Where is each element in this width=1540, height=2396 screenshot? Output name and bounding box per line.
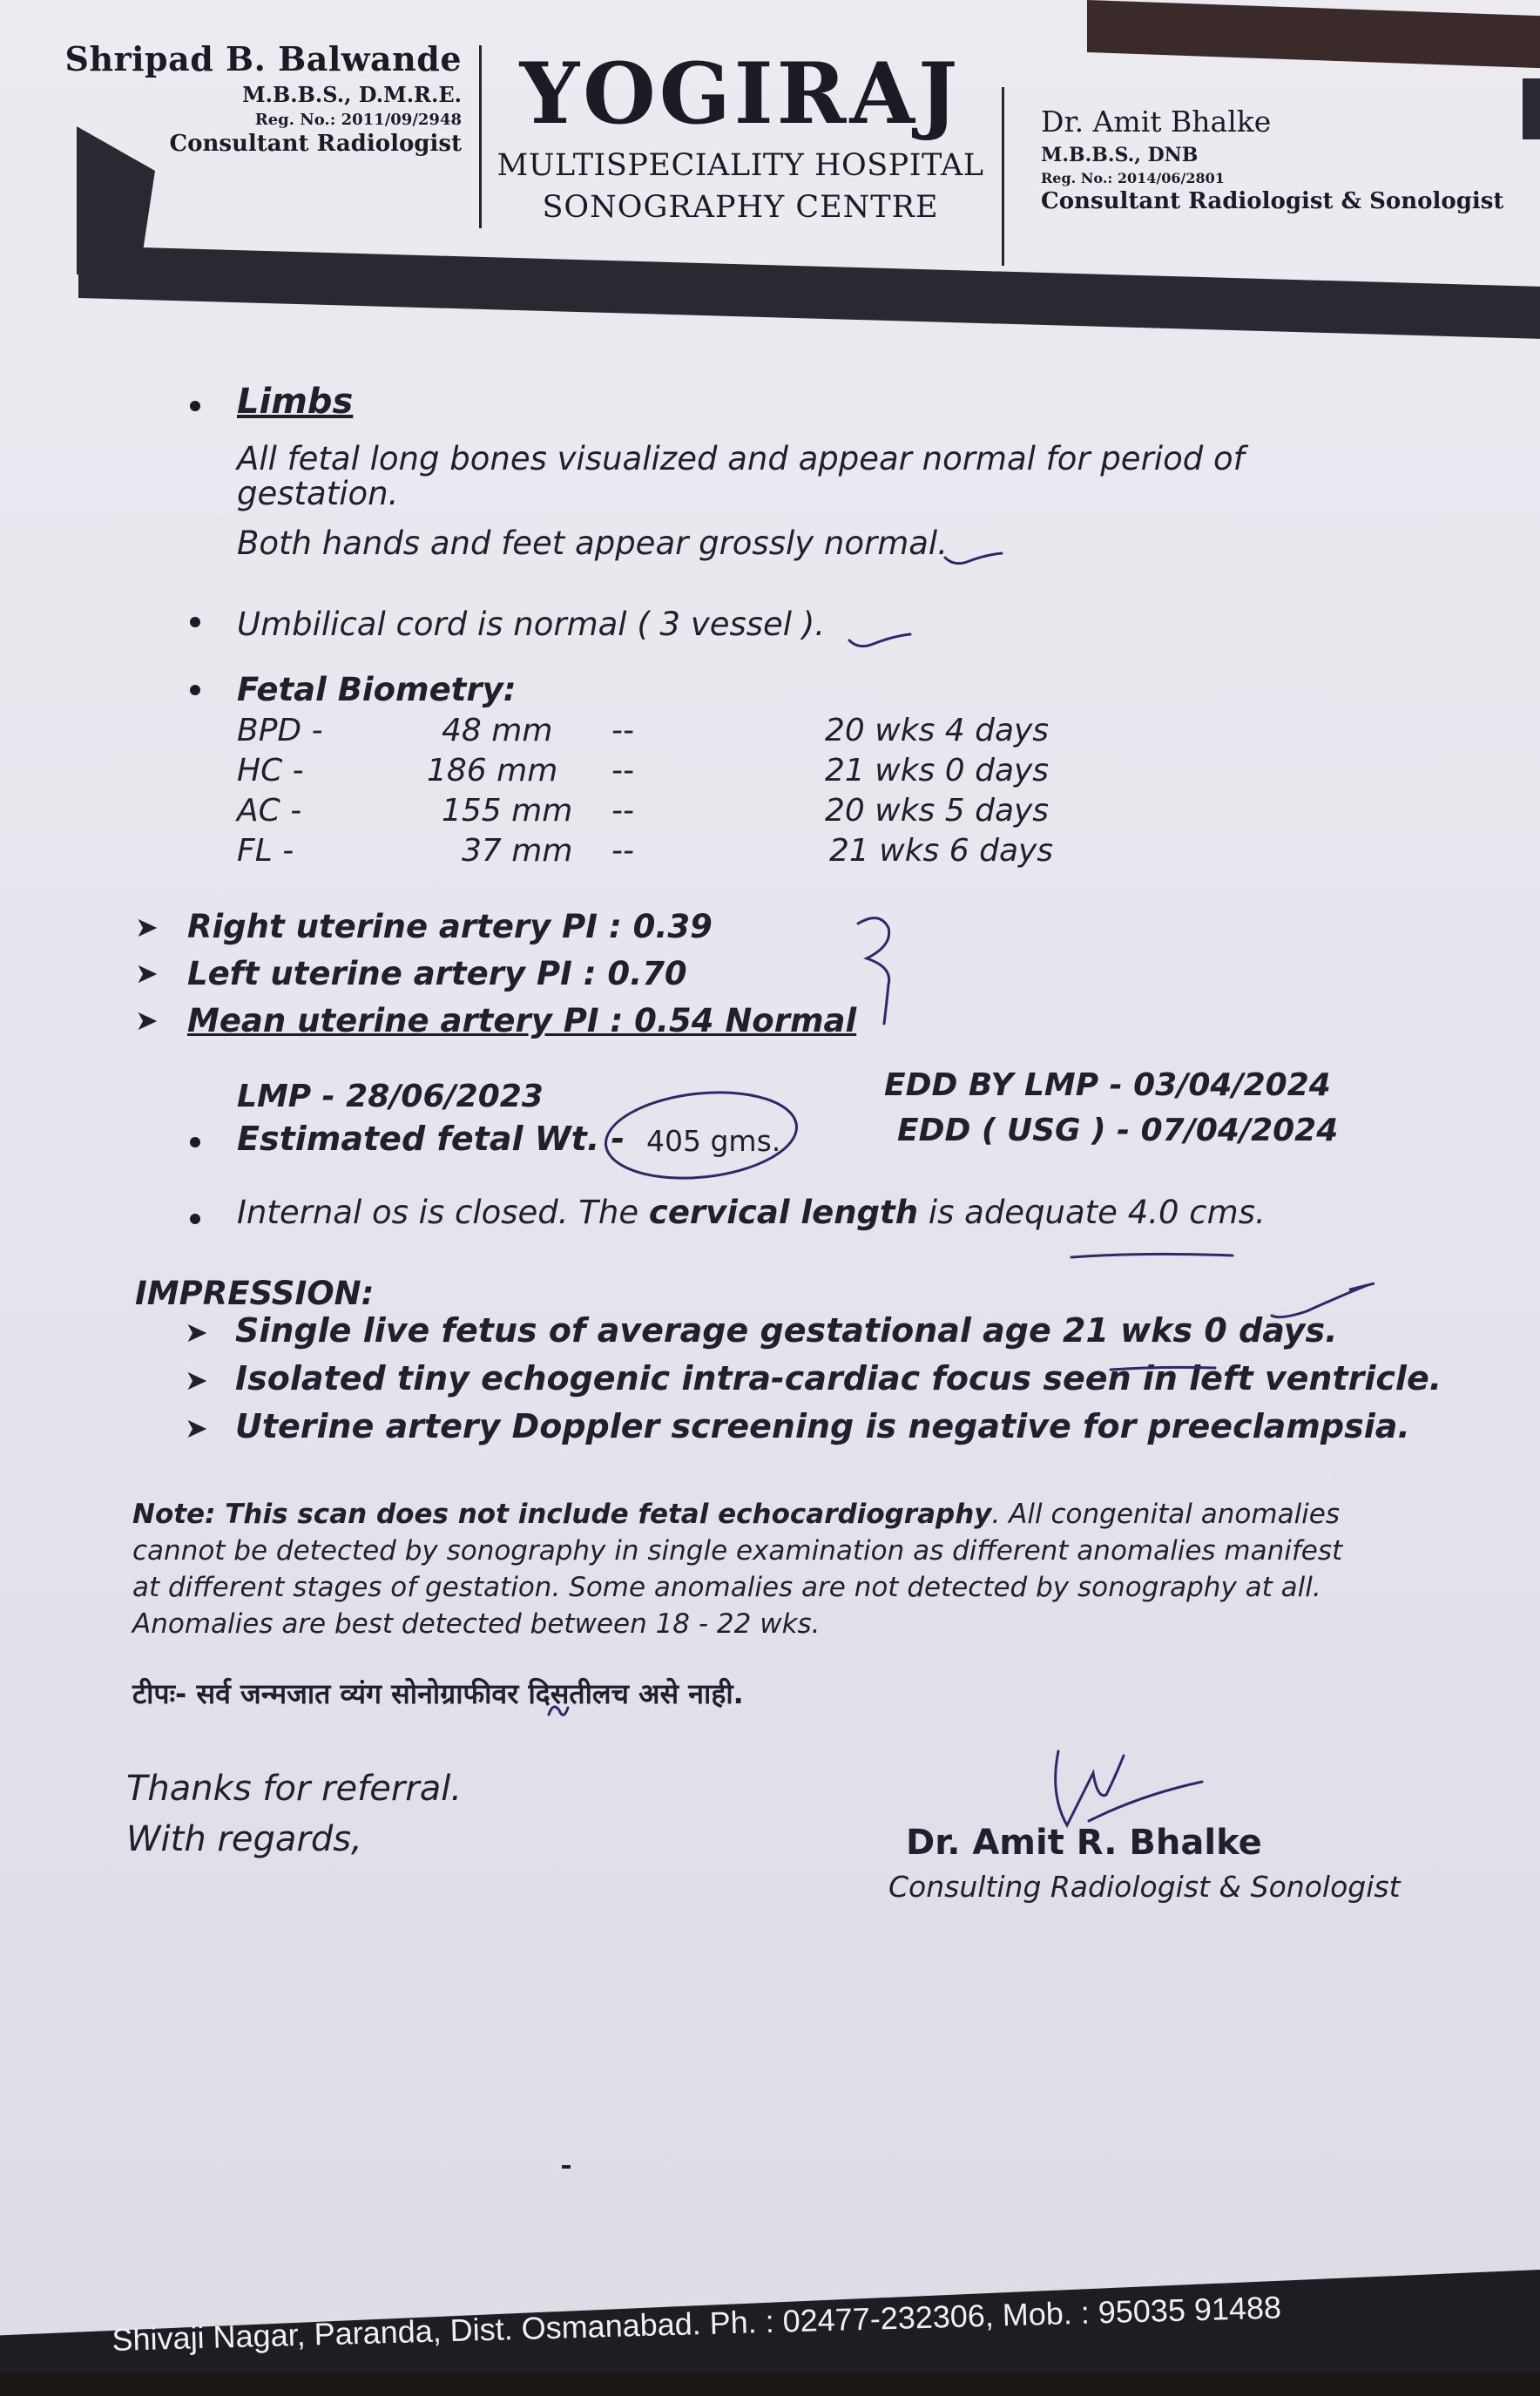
edd-usg: EDD ( USG ) - 07/04/2024 <box>897 1113 1339 1148</box>
efw-value: 405 gms. <box>646 1124 781 1158</box>
limbs-line: All fetal long bones visualized and appear normal for period of <box>237 440 1245 477</box>
marathi-note: टीपः- सर्व जन्मजात व्यंग सोनोग्राफीवर दिसतीलच असे नाही. <box>132 1677 744 1710</box>
bullet <box>190 685 200 695</box>
note-line: Anomalies are best detected between 18 - 22 wks. <box>132 1608 821 1640</box>
biometry-age: 21 wks 0 days <box>825 753 1050 789</box>
biometry-age: 20 wks 5 days <box>825 793 1050 829</box>
footer-address: Shivaji Nagar, Paranda, Dist. Osmanabad. Ph. : 02477-232306, Mob. : 95035 91488 <box>111 2289 1282 2358</box>
bullet <box>190 1137 200 1147</box>
note-rest: . All congenital anomalies <box>991 1499 1341 1530</box>
left-doctor-reg: Reg. No.: 2011/09/2948 <box>254 111 462 129</box>
biometry-sep: -- <box>611 833 634 869</box>
lmp-date: LMP - 28/06/2023 <box>237 1079 544 1114</box>
tick-mark <box>849 634 910 646</box>
tick-mark <box>945 553 1002 564</box>
limbs-line: gestation. <box>237 475 399 512</box>
right-doctor-qualification: M.B.B.S., DNB <box>1041 144 1199 166</box>
arrow-icon: ➤ <box>185 1364 208 1397</box>
biometry-title: Fetal Biometry: <box>237 671 517 708</box>
biometry-label: AC - <box>237 793 302 829</box>
efw-label: Estimated fetal Wt. - <box>237 1120 625 1158</box>
biometry-sep: -- <box>611 713 634 748</box>
signature-mark <box>1056 1751 1202 1825</box>
closing-line: With regards, <box>126 1819 362 1859</box>
right-doctor-name: Dr. Amit Bhalke <box>1041 105 1272 139</box>
biometry-age: 20 wks 4 days <box>825 713 1050 748</box>
biometry-value: 155 mm <box>442 793 573 829</box>
left-doctor-block <box>52 39 462 157</box>
impression-title: IMPRESSION: <box>135 1275 375 1312</box>
biometry-age: 21 wks 6 days <box>829 833 1054 869</box>
bullet <box>190 617 200 627</box>
right-doctor-reg: Reg. No.: 2014/06/2801 <box>1041 170 1225 186</box>
left-doctor-name: Shripad B. Balwande <box>64 39 462 78</box>
closing-line: Thanks for referral. <box>126 1769 463 1809</box>
ink-dot <box>562 2165 571 2169</box>
impression-item: Single live fetus of average gestational age 21 wks 0 days. <box>235 1311 1338 1350</box>
divider-line <box>1002 87 1004 266</box>
biometry-label: BPD - <box>237 713 323 748</box>
biometry-value: 37 mm <box>462 833 573 869</box>
note-bold: Note: This scan does not include fetal echocardiography <box>132 1499 992 1530</box>
impression-item: Uterine artery Doppler screening is negative for preeclampsia. <box>235 1407 1410 1445</box>
biometry-label: FL - <box>237 833 294 869</box>
umbilical-text: Umbilical cord is normal ( 3 vessel ). <box>237 606 826 643</box>
arrow-icon: ➤ <box>135 957 159 990</box>
cervix-bold: cervical length <box>648 1194 919 1231</box>
background-edge <box>0 2373 1540 2396</box>
letterhead <box>0 0 1540 331</box>
divider-line <box>479 45 482 228</box>
left-doctor-role: Consultant Radiologist <box>169 131 462 157</box>
left-doctor-qualification: M.B.B.S., D.M.R.E. <box>242 82 462 107</box>
arrow-icon: ➤ <box>185 1411 208 1445</box>
right-doctor-role: Consultant Radiologist & Sonologist <box>1041 188 1504 214</box>
underline-mark <box>1071 1254 1233 1257</box>
header-edge-mark <box>1523 78 1540 139</box>
hospital-line2: SONOGRAPHY CENTRE <box>542 190 939 225</box>
bracket-mark <box>858 918 889 1024</box>
arrow-icon: ➤ <box>185 1316 208 1349</box>
hospital-line1: MULTISPECIALITY HOSPITAL <box>496 148 984 183</box>
biometry-value: 186 mm <box>427 753 558 789</box>
left-uterine-pi: Left uterine artery PI : 0.70 <box>187 955 687 992</box>
biometry-sep: -- <box>611 753 634 789</box>
bullet <box>190 1214 200 1224</box>
limbs-line: Both hands and feet appear grossly normal. <box>237 525 948 562</box>
cervix-text <box>237 1194 1266 1231</box>
hospital-block <box>496 44 984 225</box>
header-band <box>78 246 1540 339</box>
impression-item: Isolated tiny echogenic intra-cardiac focus seen in left ventricle. <box>235 1359 1442 1398</box>
bullet <box>190 401 200 411</box>
note-line: at different stages of gestation. Some anomalies are not detected by sonography at all. <box>132 1572 1321 1603</box>
biometry-value: 48 mm <box>442 713 553 748</box>
limbs-title: Limbs <box>237 382 354 422</box>
arrow-icon: ➤ <box>135 910 159 944</box>
arrow-icon: ➤ <box>135 1004 159 1037</box>
edd-by-lmp: EDD BY LMP - 03/04/2024 <box>884 1067 1331 1103</box>
signature-name: Dr. Amit R. Bhalke <box>906 1823 1262 1863</box>
biometry-sep: -- <box>611 793 634 829</box>
mean-uterine-pi: Mean uterine artery PI : 0.54 Normal <box>187 1002 857 1039</box>
note-line <box>132 1499 1340 1530</box>
signature-role: Consulting Radiologist & Sonologist <box>888 1870 1401 1904</box>
cervix-pre: Internal os is closed. The <box>237 1194 649 1231</box>
hospital-brand: YOGIRAJ <box>519 44 962 143</box>
cervix-post: is adequate 4.0 cms. <box>918 1194 1266 1231</box>
biometry-label: HC - <box>237 753 304 789</box>
right-uterine-pi: Right uterine artery PI : 0.39 <box>187 908 713 945</box>
right-doctor-block <box>1041 105 1529 214</box>
note-line: cannot be detected by sonography in single examination as different anomalies manifest <box>132 1535 1343 1567</box>
